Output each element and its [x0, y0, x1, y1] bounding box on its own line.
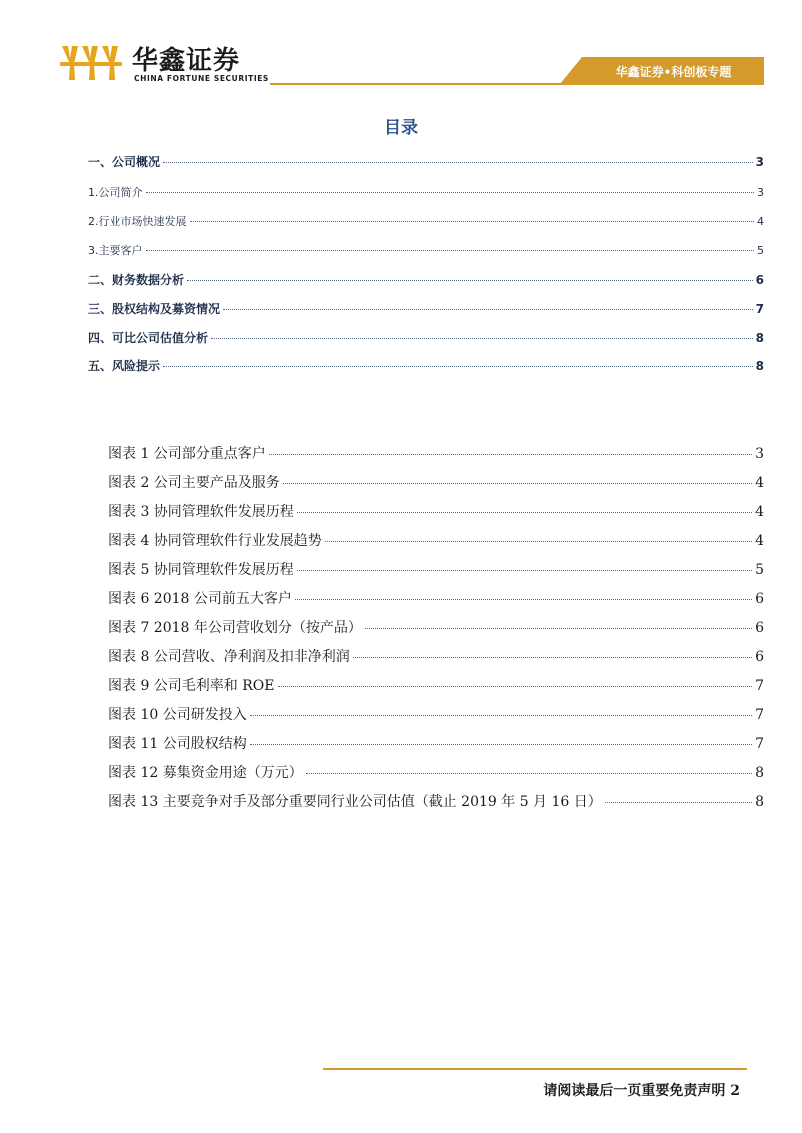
figure-entry-label: 图表 1 公司部分重点客户: [108, 446, 266, 462]
toc-leader-dots: [306, 773, 752, 774]
toc-entry-label: 五、风险提示: [88, 359, 161, 373]
toc-leader-dots: [297, 570, 752, 571]
toc-figure-entry[interactable]: [108, 733, 764, 753]
figure-entry-page: 7: [755, 736, 764, 752]
figure-entry-page: 3: [755, 446, 764, 462]
toc-entry-section[interactable]: [88, 271, 764, 288]
toc-entry-label: 三、股权结构及募资情况: [88, 302, 221, 316]
toc-leader-dots: [223, 309, 753, 310]
logo-mark-icon: [58, 42, 128, 82]
toc-figure-entry[interactable]: [108, 675, 764, 695]
toc-entry-section[interactable]: [88, 329, 764, 346]
figure-entry-page: 7: [755, 707, 764, 723]
toc-leader-dots: [211, 338, 753, 339]
toc-leader-dots: [325, 541, 752, 542]
toc-entry-label: 一、公司概况: [88, 155, 161, 169]
figure-entry-page: 7: [755, 678, 764, 694]
toc-figure-entry[interactable]: [108, 530, 764, 550]
figure-entry-label: 图表 13 主要竞争对手及部分重要同行业公司估值（截止 2019 年 5 月 16 日）: [108, 794, 602, 810]
toc-leader-dots: [146, 192, 755, 193]
toc-leader-dots: [353, 657, 752, 658]
toc-figure-entry[interactable]: [108, 443, 764, 463]
toc-leader-dots: [365, 628, 752, 629]
toc-entry-section[interactable]: [88, 300, 764, 317]
header-banner-text: 华鑫证券•科创板专题: [615, 65, 732, 79]
toc-leader-dots: [250, 715, 752, 716]
figure-entry-label: 图表 9 公司毛利率和 ROE: [108, 678, 275, 694]
toc-title: 目录: [384, 118, 418, 138]
toc-entry-page: 7: [755, 302, 764, 316]
toc-entry-subsection[interactable]: [88, 213, 764, 229]
toc-leader-dots: [297, 512, 752, 513]
toc-leader-dots: [283, 483, 752, 484]
toc-figure-entry[interactable]: [108, 501, 764, 521]
toc-entry-page: 3: [755, 155, 764, 169]
figure-entry-page: 6: [755, 649, 764, 665]
page-header: [0, 0, 802, 95]
figure-entry-page: 5: [755, 562, 764, 578]
figure-entry-page: 8: [755, 794, 764, 810]
footer-divider: [323, 1068, 747, 1070]
figure-entry-label: 图表 4 协同管理软件行业发展趋势: [108, 533, 322, 549]
toc-leader-dots: [250, 744, 752, 745]
toc-figure-entry[interactable]: [108, 704, 764, 724]
figure-entry-page: 6: [755, 591, 764, 607]
toc-figure-entry[interactable]: [108, 791, 764, 811]
toc-leader-dots: [278, 686, 753, 687]
toc-leader-dots: [269, 454, 752, 455]
figure-entry-label: 图表 10 公司研发投入: [108, 707, 247, 723]
figure-entry-page: 4: [755, 533, 764, 549]
toc-entry-page: 8: [755, 331, 764, 345]
toc-leader-dots: [295, 599, 752, 600]
footer-disclaimer: 请阅读最后一页重要免责声明 2: [543, 1083, 740, 1099]
figure-entry-page: 4: [755, 504, 764, 520]
toc-figure-entry[interactable]: [108, 472, 764, 492]
figure-entry-page: 8: [755, 765, 764, 781]
logo-english-name: CHINA FORTUNE SECURITIES: [134, 74, 269, 83]
figure-entry-label: 图表 11 公司股权结构: [108, 736, 247, 752]
toc-leader-dots: [163, 366, 753, 367]
figure-entry-label: 图表 2 公司主要产品及服务: [108, 475, 280, 491]
figure-entry-label: 图表 3 协同管理软件发展历程: [108, 504, 294, 520]
toc-figure-entry[interactable]: [108, 559, 764, 579]
toc-figure-entry[interactable]: [108, 617, 764, 637]
figure-entry-label: 图表 8 公司营收、净利润及扣非净利润: [108, 649, 350, 665]
toc-entry-subsection[interactable]: [88, 184, 764, 200]
figure-entry-label: 图表 5 协同管理软件发展历程: [108, 562, 294, 578]
figure-entry-page: 4: [755, 475, 764, 491]
toc-entry-label: 1.公司简介: [88, 186, 143, 199]
toc-leader-dots: [146, 250, 755, 251]
header-divider: [270, 83, 764, 85]
toc-entry-page: 3: [757, 186, 764, 199]
toc-entry-label: 二、财务数据分析: [88, 273, 185, 287]
logo-chinese-name: 华鑫证券: [132, 46, 241, 76]
toc-leader-dots: [187, 280, 753, 281]
toc-leader-dots: [163, 162, 753, 163]
toc-entry-page: 5: [757, 244, 764, 257]
toc-figure-entry[interactable]: [108, 762, 764, 782]
figure-entry-label: 图表 12 募集资金用途（万元）: [108, 765, 303, 781]
toc-entry-subsection[interactable]: [88, 242, 764, 258]
toc-entry-label: 3.主要客户: [88, 244, 143, 257]
toc-entry-page: 4: [757, 215, 764, 228]
toc-entry-section[interactable]: [88, 357, 764, 374]
figure-entry-label: 图表 6 2018 公司前五大客户: [108, 591, 292, 607]
toc-entry-page: 6: [755, 273, 764, 287]
toc-leader-dots: [190, 221, 755, 222]
toc-leader-dots: [605, 802, 752, 803]
toc-entry-section[interactable]: [88, 153, 764, 170]
toc-figure-entry[interactable]: [108, 588, 764, 608]
figure-entry-page: 6: [755, 620, 764, 636]
toc-figure-entry[interactable]: [108, 646, 764, 666]
toc-entry-label: 2.行业市场快速发展: [88, 215, 187, 228]
toc-entry-label: 四、可比公司估值分析: [88, 331, 209, 345]
toc-entry-page: 8: [755, 359, 764, 373]
figure-entry-label: 图表 7 2018 年公司营收划分（按产品）: [108, 620, 362, 636]
